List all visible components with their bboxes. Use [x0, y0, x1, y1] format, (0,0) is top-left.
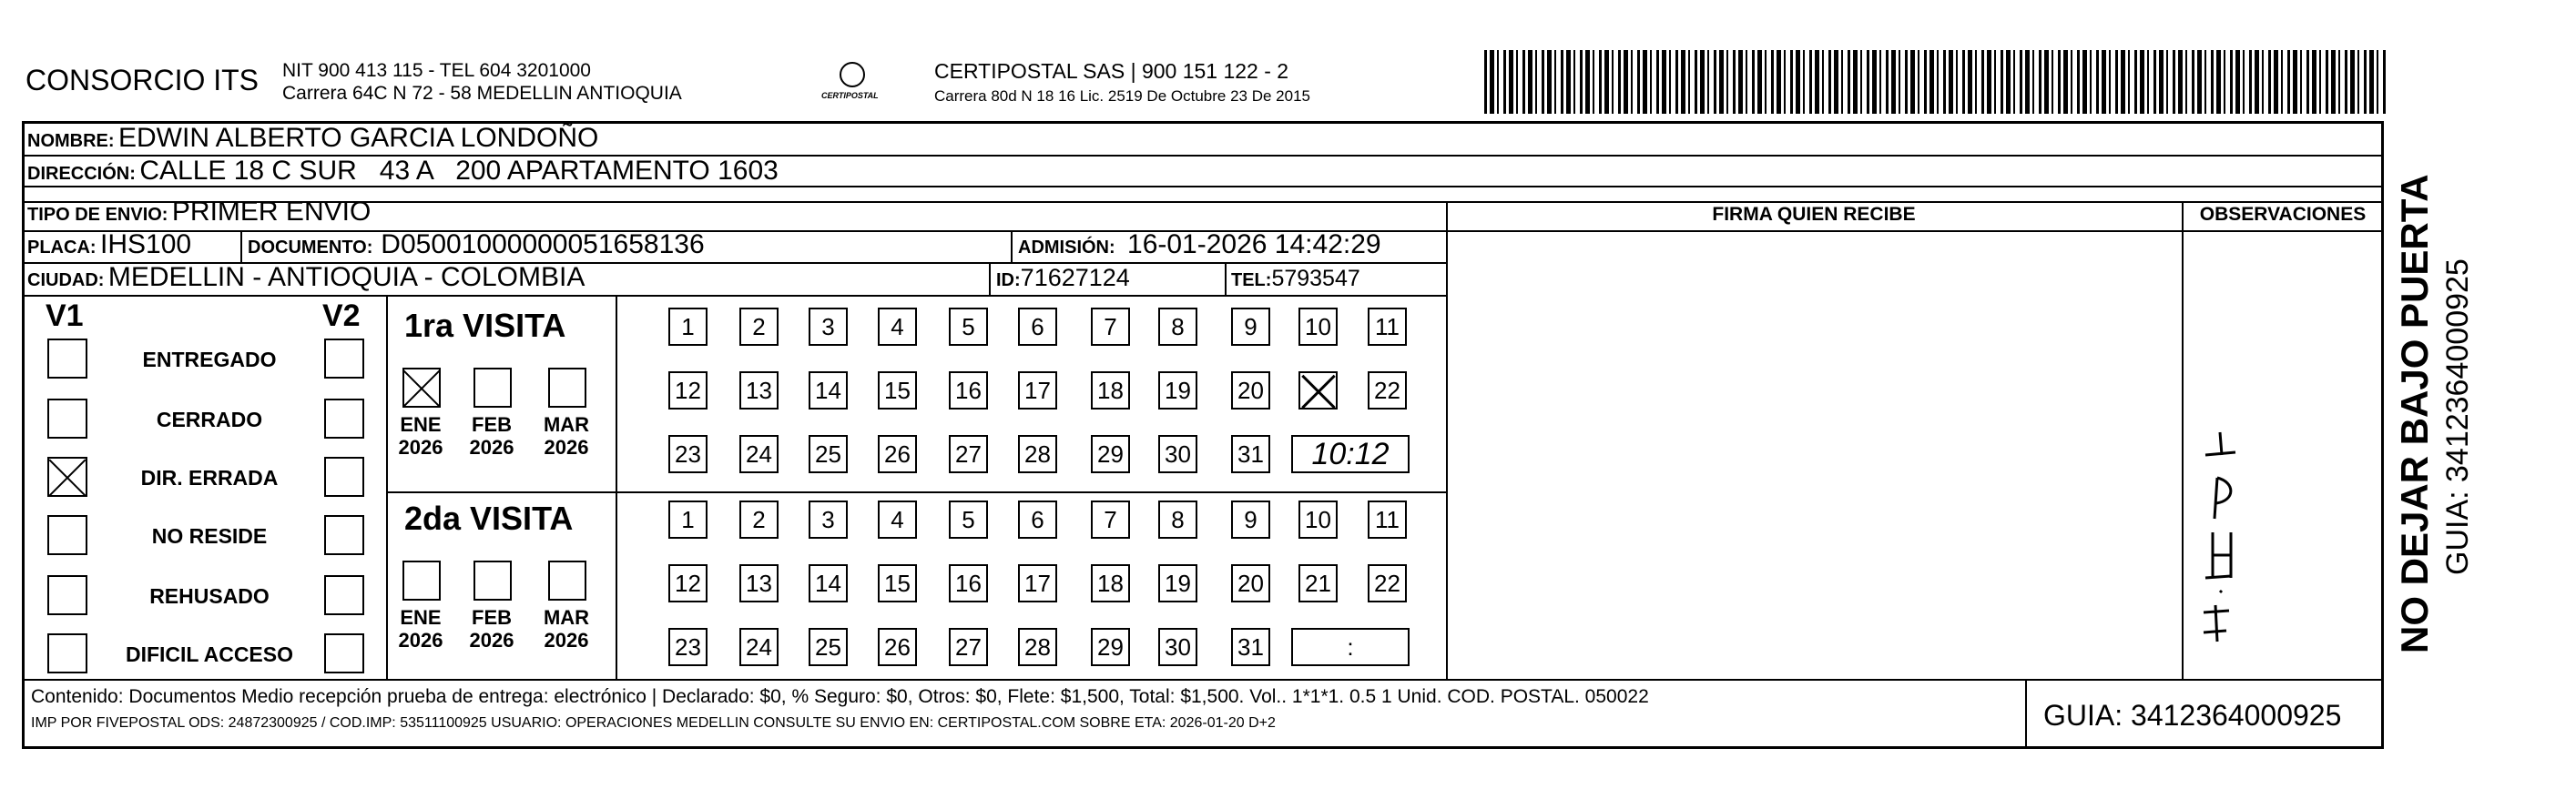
visit1-day-12[interactable]: 12: [668, 371, 708, 410]
v2-checkbox[interactable]: [324, 457, 364, 497]
name-label: NOMBRE:: [27, 131, 115, 151]
visit2-day-19[interactable]: 19: [1158, 564, 1197, 602]
visit1-day-5[interactable]: 5: [949, 308, 988, 346]
visit1-day-2[interactable]: 2: [739, 308, 779, 346]
visit2-day-25[interactable]: 25: [809, 628, 848, 666]
v1-checkbox[interactable]: [47, 399, 87, 439]
visit2-day-23[interactable]: 23: [668, 628, 708, 666]
id-label: ID:: [996, 270, 1021, 290]
visit2-day-24[interactable]: 24: [739, 628, 779, 666]
address-label: DIRECCIÓN:: [27, 164, 136, 184]
documento-label: DOCUMENTO:: [248, 238, 373, 258]
v2-checkbox[interactable]: [324, 339, 364, 379]
v2-checkbox[interactable]: [324, 575, 364, 615]
id-row: [996, 264, 1130, 292]
visit2-day-4[interactable]: 4: [878, 501, 917, 539]
visit2-day-10[interactable]: 10: [1298, 501, 1338, 539]
placa-label: PLACA:: [27, 238, 97, 258]
visit2-title: 2da VISITA: [404, 500, 574, 537]
visit2-day-6[interactable]: 6: [1018, 501, 1057, 539]
visit2-day-28[interactable]: 28: [1018, 628, 1057, 666]
visit1-day-19[interactable]: 19: [1158, 371, 1197, 410]
visit2-day-29[interactable]: 29: [1091, 628, 1130, 666]
visit1-title: 1ra VISITA: [404, 307, 566, 344]
visit2-day-9[interactable]: 9: [1231, 501, 1270, 539]
placa-value: IHS100: [100, 229, 192, 259]
recipient-name: EDWIN ALBERTO GARCIA LONDOÑO: [118, 123, 599, 153]
visit2-day-26[interactable]: 26: [878, 628, 917, 666]
visit2-month-checkbox[interactable]: [402, 561, 441, 601]
v2-checkbox[interactable]: [324, 633, 364, 673]
footer-imp: IMP POR FIVEPOSTAL ODS: 24872300925 / COD.IMP: 53511100925 USUARIO: OPERACIONES MEDELLIN CONSULTE SU ENVIO EN: CERTIPOSTAL.COM SOBRE ETA: 2026-01-20 D+2: [31, 715, 1276, 731]
visit1-day-4[interactable]: 4: [878, 308, 917, 346]
visit1-day-6[interactable]: 6: [1018, 308, 1057, 346]
visit1-month-label: MAR 2026: [543, 413, 590, 459]
visit1-day-3[interactable]: 3: [809, 308, 848, 346]
visit2-day-21[interactable]: 21: [1298, 564, 1338, 602]
visit2-day-30[interactable]: 30: [1158, 628, 1197, 666]
side-guia: GUIA: 3412364000925: [2440, 258, 2475, 575]
visit1-month-checkbox[interactable]: [402, 368, 441, 408]
v2-checkbox[interactable]: [324, 515, 364, 555]
visit1-day-28[interactable]: 28: [1018, 435, 1057, 473]
v2-checkbox[interactable]: [324, 399, 364, 439]
v1-checkbox[interactable]: [47, 633, 87, 673]
visit1-day-8[interactable]: 8: [1158, 308, 1197, 346]
status-option-label: ENTREGADO: [142, 348, 277, 371]
visit1-day-10[interactable]: 10: [1298, 308, 1338, 346]
visit1-day-14[interactable]: 14: [809, 371, 848, 410]
footer-contenido: Contenido: Documentos Medio recepción prueba de entrega: electrónico | Declarado: $0, % Seguro: $0, Otros: $0, Flete: $1,500, Total: $1,500. Vol.. 1*1*1. 0.5 1 Unid. COD. POSTAL. 050022: [31, 686, 1649, 707]
visit2-day-8[interactable]: 8: [1158, 501, 1197, 539]
logo-text: CERTIPOSTAL: [821, 91, 879, 100]
visit2-day-1[interactable]: 1: [668, 501, 708, 539]
visit1-day-11[interactable]: 11: [1368, 308, 1407, 346]
visit1-day-13[interactable]: 13: [739, 371, 779, 410]
visit1-day-24[interactable]: 24: [739, 435, 779, 473]
visit2-month-label: ENE 2026: [398, 606, 443, 652]
tel-row: [1231, 266, 1360, 292]
name-row: [27, 123, 598, 154]
tipo-envio: PRIMER ENVIO: [171, 197, 372, 227]
admision-value: 16-01-2026 14:42:29: [1127, 229, 1381, 259]
visit1-day-27[interactable]: 27: [949, 435, 988, 473]
id-value: 71627124: [1020, 264, 1130, 291]
visit2-day-14[interactable]: 14: [809, 564, 848, 602]
visit1-day-25[interactable]: 25: [809, 435, 848, 473]
barcode: [1484, 50, 2386, 114]
status-option-label: DIR. ERRADA: [140, 466, 279, 490]
v1-checkbox[interactable]: [47, 339, 87, 379]
visit2-day-31[interactable]: 31: [1231, 628, 1270, 666]
visit1-time-field[interactable]: 10:12: [1291, 435, 1410, 473]
visit2-day-16[interactable]: 16: [949, 564, 988, 602]
tel-value: 5793547: [1271, 266, 1360, 291]
recipient-address: CALLE 18 C SUR 43 A 200 APARTAMENTO 1603: [139, 156, 779, 186]
v1-checkbox[interactable]: [47, 515, 87, 555]
visit1-day-31[interactable]: 31: [1231, 435, 1270, 473]
v2-header: V2: [322, 298, 361, 333]
firma-label: FIRMA QUIEN RECIBE: [1712, 204, 1916, 225]
visit2-day-3[interactable]: 3: [809, 501, 848, 539]
address-row: [27, 156, 779, 187]
visit2-day-11[interactable]: 11: [1368, 501, 1407, 539]
v1-checkbox[interactable]: [47, 457, 87, 497]
status-option-label: NO RESIDE: [151, 524, 268, 548]
company-name: CONSORCIO ITS: [25, 64, 260, 96]
visit2-day-27[interactable]: 27: [949, 628, 988, 666]
documento-value: D05001000000051658136: [381, 229, 705, 259]
visit1-day-22[interactable]: 22: [1368, 371, 1407, 410]
certipostal-logo-icon: [840, 62, 865, 87]
visit2-time-field[interactable]: :: [1291, 628, 1410, 666]
visit2-month-checkbox[interactable]: [548, 561, 586, 601]
visit1-month-label: ENE 2026: [398, 413, 443, 459]
visit1-day-21[interactable]: [1298, 371, 1338, 410]
visit1-day-23[interactable]: 23: [668, 435, 708, 473]
visit1-month-checkbox[interactable]: [548, 368, 586, 408]
admision-row: [1018, 229, 1381, 260]
visit2-day-12[interactable]: 12: [668, 564, 708, 602]
visit2-day-18[interactable]: 18: [1091, 564, 1130, 602]
tipo-label: TIPO DE ENVIO:: [27, 205, 168, 225]
visit1-day-30[interactable]: 30: [1158, 435, 1197, 473]
visit1-day-16[interactable]: 16: [949, 371, 988, 410]
ciudad-row: [27, 262, 585, 293]
visit1-day-26[interactable]: 26: [878, 435, 917, 473]
visit2-day-2[interactable]: 2: [739, 501, 779, 539]
tipo-row: [27, 197, 371, 228]
visit1-day-7[interactable]: 7: [1091, 308, 1130, 346]
footer-guia: GUIA: 3412364000925: [2043, 699, 2342, 732]
status-option-label: CERRADO: [156, 408, 263, 431]
company-address: Carrera 64C N 72 - 58 MEDELLIN ANTIOQUIA: [282, 83, 682, 104]
company-nit: NIT 900 413 115 - TEL 604 3201000: [282, 60, 591, 81]
visit2-day-5[interactable]: 5: [949, 501, 988, 539]
visit2-day-17[interactable]: 17: [1018, 564, 1057, 602]
tel-label: TEL:: [1231, 270, 1272, 290]
visit1-day-9[interactable]: 9: [1231, 308, 1270, 346]
documento-row: [248, 229, 705, 260]
visit2-day-7[interactable]: 7: [1091, 501, 1130, 539]
visit1-day-20[interactable]: 20: [1231, 371, 1270, 410]
visit2-month-label: MAR 2026: [543, 606, 590, 652]
v1-header: V1: [46, 298, 84, 333]
visit1-day-17[interactable]: 17: [1018, 371, 1057, 410]
courier-name: CERTIPOSTAL SAS | 900 151 122 - 2: [934, 59, 1289, 83]
admision-label: ADMISIÓN:: [1018, 238, 1115, 258]
visit2-day-13[interactable]: 13: [739, 564, 779, 602]
visit1-day-1[interactable]: 1: [668, 308, 708, 346]
visit2-day-22[interactable]: 22: [1368, 564, 1407, 602]
ciudad-value: MEDELLIN - ANTIOQUIA - COLOMBIA: [107, 262, 585, 292]
side-no-dejar: NO DEJAR BAJO PUERTA: [2393, 174, 2436, 653]
placa-row: [27, 229, 191, 260]
visit2-month-label: FEB 2026: [469, 606, 514, 652]
status-option-label: REHUSADO: [149, 584, 270, 608]
visit2-day-20[interactable]: 20: [1231, 564, 1270, 602]
ciudad-label: CIUDAD:: [27, 270, 105, 290]
visit2-day-15[interactable]: 15: [878, 564, 917, 602]
status-option-label: DIFICIL ACCESO: [125, 642, 293, 666]
visit1-month-checkbox[interactable]: [473, 368, 512, 408]
handwritten-signature: [2185, 396, 2249, 651]
visit1-month-label: FEB 2026: [469, 413, 514, 459]
visit1-day-18[interactable]: 18: [1091, 371, 1130, 410]
observaciones-label: OBSERVACIONES: [2199, 204, 2367, 225]
visit2-month-checkbox[interactable]: [473, 561, 512, 601]
visit1-day-29[interactable]: 29: [1091, 435, 1130, 473]
courier-address: Carrera 80d N 18 16 Lic. 2519 De Octubre 23 De 2015: [934, 87, 1310, 105]
visit1-day-15[interactable]: 15: [878, 371, 917, 410]
v1-checkbox[interactable]: [47, 575, 87, 615]
